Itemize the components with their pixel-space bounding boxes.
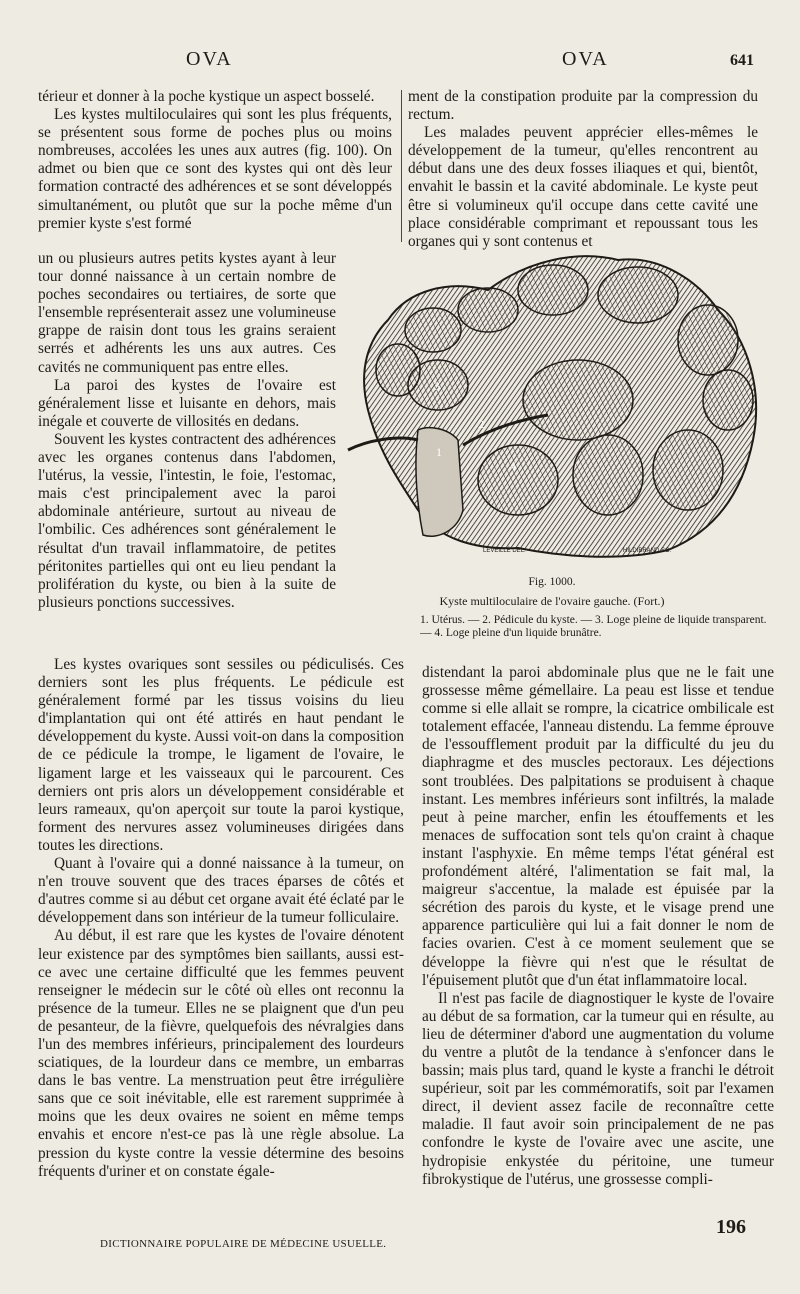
footer-title: DICTIONNAIRE POPULAIRE DE MÉDECINE USUELLE. <box>100 1238 387 1250</box>
engraver-credit: LÉVEILLÉ DEL. <box>483 548 526 554</box>
paragraph: ment de la constipation produite par la compression du rectum. <box>408 88 758 124</box>
paragraph: Il n'est pas facile de diagnostiquer le kyste de l'ovaire au début de sa formation, car la tumeur qui en résulte, au lieu de déterminer d'abord une augmentation du volume du ventre a plutôt de la tendance à s'enfoncer dans le bassin; mais plus tard, quand le kyste a franchi le détroit supérieur, soit par les commémoratifs, soit par l'examen direct, il devient assez facile de reconnaître cette maladie. Il faut avoir soin principalement de ne pas confondre le kyste de l'ovaire avec une ascite, une hydropisie enkystée du péritoine, une tumeur fibrokystique de l'utérus, une grossesse compli- <box>422 989 774 1188</box>
paragraph: Les kystes ovariques sont sessiles ou pédiculisés. Ces derniers sont les plus fréquents. Le pédicule est généralement formé par les tissus voisins du lieu d'implantation qui ont été attirés en haut pendant le développement du kyste. Aussi voit-on dans la composition de ce pédicule la trompe, le ligament de l'ovaire, le ligament large et les vaisseaux qui le parcourent. Ces derniers ont pris alors un développement considérable et leurs rameaux, qu'on aperçoit sur toute la paroi kystique, forment des nervures assez volumineuses dirigées dans toutes les directions. <box>38 656 404 854</box>
signature-mark: 196 <box>716 1216 746 1238</box>
figure-label-1: 1 <box>436 445 442 459</box>
paragraph: distendant la paroi abdominale plus que ne le fait une grossesse même gémellaire. La peau est lisse et tendue comme si elle allait se rompre, la cicatrice ombilicale est totalement effacée, l'anneau distendu. La femme éprouve de l'essoufflement produit par la difficulté du jeu du diaphragme et des muscles pectoraux. Les déjections sont troublées. Des palpitations se produisent à chaque instant. Les membres inférieurs sont infiltrés, la malade peut à peine marcher, enfin les étouffements et les menaces de suffocation sont tels qu'on craint à chaque instant l'asphyxie. En même temps l'état général est profondément altéré, l'alimentation se fait mal, la maigreur s'accentue, la malade est épuisée par la sécrétion des parois du kyste, et le visage prend une apparence particulière qui lui a fait donner le nom de facies ovarien. C'est à ce moment seulement que se développe la fièvre qui n'est que le résultat de l'épuisement plutôt que d'un état inflammatoire local. <box>422 664 774 989</box>
right-column-top <box>408 88 758 251</box>
paragraph: Les malades peuvent apprécier elles-mêmes le développement de la tumeur, qu'elles rencontrent au début dans une des deux fosses iliaques et qui, bientôt, envahit le bassin et la cavité abdominale. Le kyste peut être si volumineux qu'il occupe dans cette cavité une place considérable comprimant et repoussant tous les organes qui y sont contenus et <box>408 124 758 250</box>
cyst-lobule <box>458 288 518 332</box>
left-column-top <box>38 88 392 233</box>
paragraph: Les kystes multiloculaires qui sont les plus fréquents, se présentent sous forme de poches plus ou moins nombreuses, accolées les unes aux autres (fig. 100). On admet ou bien que ce sont des kystes qui ont dès leur formation contracté des adhérences et se sont développés simultanément, ou plutôt que sur la poche même d'un premier kyste s'est formé <box>38 106 392 232</box>
engraver-credit: HILDIBRAND SC. <box>623 548 672 554</box>
figure-label-3: 3 <box>434 379 440 393</box>
column-divider <box>401 90 402 242</box>
cyst-lobule <box>653 430 723 510</box>
cyst-lobule <box>523 360 633 440</box>
cyst-lobule <box>678 305 738 375</box>
paragraph: Souvent les kystes contractent des adhérences avec les organes contenus dans l'abdomen, l'utérus, la vessie, l'intestin, le foie, l'estomac, mais c'est principalement avec la paroi abdominale antérieure, surtout au niveau de l'ombilic. Ces adhérences sont généralement le résultat d'un travail inflammatoire, de petites péritonites partielles qui ont eu lieu pendant la prolifération du kyste, ou bien à la suite de plusieurs ponctions successives. <box>38 430 336 611</box>
left-column-bottom <box>38 656 404 1181</box>
figure-legend-text: 1. Utérus. — 2. Pédicule du kyste. — 3. Loge pleine de liquide transparent. — 4. Loge pleine d'un liquide brunâtre. <box>420 614 767 639</box>
cyst-lobule <box>573 435 643 515</box>
paragraph: Au début, il est rare que les kystes de l'ovaire dénotent leur existence par des symptômes bien saillants, aussi est-ce avec une certaine difficulté que les femmes peuvent renseigner le médecin sur le côté où elles ont reconnu la présence de la tumeur. Elles ne se plaignent que d'un peu de pesanteur, de la fièvre, quelquefois des névralgies dans l'un des membres inférieurs, principalement des lourdeurs sciatiques, de la lourdeur dans ce membre, un embarras dans le bas ventre. La menstruation peut être irrégulière sans que ce soit inévitable, elle est rarement supprimée à moins que les deux ovaires ne soient en même temps envahis et encore n'est-ce pas là une règle absolue. La pression du kyste contre la vessie détermine des besoins fréquents d'uriner et on constate égale- <box>38 927 404 1180</box>
page-number: 641 <box>730 52 754 69</box>
cyst-lobule <box>703 370 753 430</box>
cyst-lobule <box>518 265 588 315</box>
left-column-narrow <box>38 250 336 612</box>
uterus <box>416 428 463 537</box>
cyst-lobule-4 <box>478 445 558 515</box>
figure-legend <box>420 614 780 640</box>
paragraph: La paroi des kystes de l'ovaire est généralement lisse et luisante en dehors, mais inégale et couverte de villosités en dedans. <box>38 376 336 430</box>
cyst-lobule <box>405 308 461 352</box>
running-head-left: OVA <box>186 48 233 70</box>
figure-label-4: 4 <box>510 459 516 473</box>
figure-caption: Kyste multiloculaire de l'ovaire gauche. (Fort.) <box>439 594 665 608</box>
cyst-lobule <box>598 267 678 323</box>
figure-label-2: 2 <box>478 417 484 431</box>
running-head-center: OVA <box>562 48 609 70</box>
ovarian-cyst-illustration <box>338 250 766 562</box>
figure-number: Fig. 1000. <box>528 576 576 588</box>
right-column-bottom <box>422 664 774 1189</box>
paragraph: térieur et donner à la poche kystique un aspect bosselé. <box>38 88 375 105</box>
paragraph: un ou plusieurs autres petits kystes ayant à leur tour donné naissance à un certain nombre de poches secondaires ou tertiaires, de sorte que l'ensemble représenterait assez une volumineuse grappe de raisin dont tous les grains seraient serrés et adhérents les uns aux autres. Ces cavités ne communiquent pas entre elles. <box>38 250 336 376</box>
paragraph: Quant à l'ovaire qui a donné naissance à la tumeur, on n'en trouve souvent que des traces éparses de côtés et d'autres comme si au début cet organe avait été éclaté par le développement dans son intérieur de la tumeur folliculaire. <box>38 855 404 927</box>
